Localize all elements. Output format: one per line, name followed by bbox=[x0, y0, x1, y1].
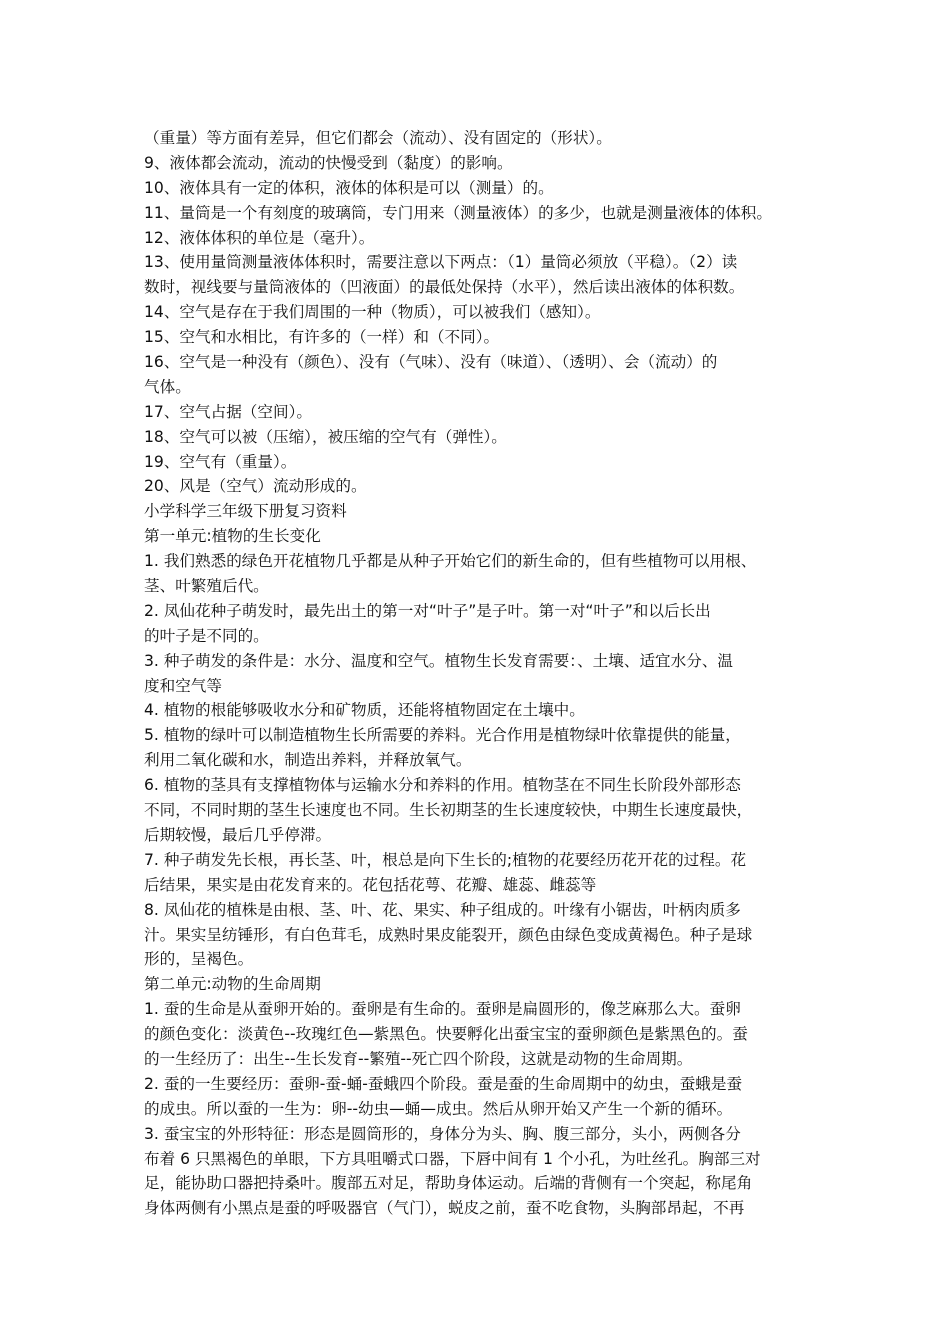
text-line: 的叶子是不同的。 bbox=[144, 626, 269, 645]
text-line: 的颜色变化：淡黄色--玫瑰红色—紫黑色。快要孵化出蚕宝宝的蚕卵颜色是紫黑色的。蚕 bbox=[144, 1025, 748, 1044]
text-line: 后结果，果实是由花发育来的。花包括花萼、花瓣、雄蕊、雌蕊等 bbox=[144, 875, 597, 894]
text-line: 5. 植物的绿叶可以制造植物生长所需要的养料。光合作用是植物绿叶依靠提供的能量， bbox=[144, 726, 741, 745]
text-line: 8. 凤仙花的植株是由根、茎、叶、花、果实、种子组成的。叶缘有小锯齿，叶柄肉质多 bbox=[144, 900, 741, 919]
text-line: 4. 植物的根能够吸收水分和矿物质，还能将植物固定在土壤中。 bbox=[144, 701, 585, 720]
text-line: 15、空气和水相比，有许多的（一样）和（不同）。 bbox=[144, 328, 500, 347]
text-line: 3. 种子萌发的条件是：水分、温度和空气。植物生长发育需要：、土壤、适宜水分、温 bbox=[144, 651, 734, 670]
text-line: 17、空气占据（空间）。 bbox=[144, 402, 312, 421]
text-line: 的成虫。所以蚕的一生为：卵--幼虫—蛹—成虫。然后从卵开始又产生一个新的循环。 bbox=[144, 1099, 733, 1118]
text-line: 数时，视线要与量筒液体的（凹液面）的最低处保持（水平），然后读出液体的体积数。 bbox=[144, 278, 745, 297]
text-line: 度和空气等 bbox=[144, 676, 222, 695]
text-line: 9、液体都会流动，流动的快慢受到（黏度）的影响。 bbox=[144, 153, 513, 172]
text-line: （重量）等方面有差异，但它们都会（流动）、没有固定的（形状）。 bbox=[144, 129, 612, 147]
text-line: 16、空气是一种没有（颜色）、没有（气味）、没有（味道）、（透明）、会（流动）的 bbox=[144, 353, 718, 372]
text-line: 14、空气是存在于我们周围的一种（物质），可以被我们（感知）。 bbox=[144, 303, 601, 322]
text-line: 足，能协助口器把持桑叶。腹部五对足，帮助身体运动。后端的背侧有一个突起，称尾角 bbox=[144, 1174, 753, 1193]
text-line: 13、使用量筒测量液体体积时，需要注意以下两点：（1）量筒必须放（平稳）。（2）读 bbox=[144, 253, 738, 272]
document-page bbox=[144, 126, 812, 1221]
section-title: 小学科学三年级下册复习资料 bbox=[144, 502, 347, 521]
text-line: 7. 种子萌发先长根，再长茎、叶，根总是向下生长的;植物的花要经历花开花的过程。花 bbox=[144, 850, 747, 869]
text-line: 气体。 bbox=[144, 377, 191, 396]
text-line: 2. 凤仙花种子萌发时，最先出土的第一对“叶子”是子叶。第一对“叶子”和以后长出 bbox=[144, 601, 711, 620]
unit-heading: 第二单元:动物的生命周期 bbox=[144, 975, 321, 994]
text-line: 12、液体体积的单位是（毫升）。 bbox=[144, 228, 375, 247]
text-line: 身体两侧有小黑点是蚕的呼吸器官（气门），蜕皮之前，蚕不吃食物，头胸部昂起，不再 bbox=[144, 1199, 745, 1218]
text-line: 3. 蚕宝宝的外形特征：形态是圆筒形的，身体分为头、胸、腹三部分，头小，两侧各分 bbox=[144, 1124, 741, 1143]
text-line: 1. 蚕的生命是从蚕卵开始的。蚕卵是有生命的。蚕卵是扁圆形的，像芝麻那么大。蚕卵 bbox=[144, 1000, 741, 1019]
text-line: 利用二氧化碳和水，制造出养料，并释放氧气。 bbox=[144, 751, 472, 770]
text-line: 1. 我们熟悉的绿色开花植物几乎都是从种子开始它们的新生命的，但有些植物可以用根、 bbox=[144, 552, 757, 571]
text-line: 2. 蚕的一生要经历：蚕卵-蚕-蛹-蚕蛾四个阶段。蚕是蚕的生命周期中的幼虫，蚕蛾是蚕 bbox=[144, 1074, 743, 1093]
text-line: 汁。果实呈纺锤形，有白色茸毛，成熟时果皮能裂开，颜色由绿色变成黄褐色。种子是球 bbox=[144, 925, 753, 944]
text-line: 19、空气有（重量）。 bbox=[144, 452, 297, 471]
text-line: 20、风是（空气）流动形成的。 bbox=[144, 477, 367, 496]
text-line: 不同，不同时期的茎生长速度也不同。生长初期茎的生长速度较快，中期生长速度最快， bbox=[144, 801, 753, 820]
text-line: 的一生经历了：出生--生长发育--繁殖--死亡四个阶段，这就是动物的生命周期。 bbox=[144, 1049, 693, 1068]
text-line: 形的，呈褐色。 bbox=[144, 950, 254, 969]
text-line: 11、量筒是一个有刻度的玻璃筒，专门用来（测量液体）的多少，也就是测量液体的体积。 bbox=[144, 203, 772, 222]
text-line: 10、液体具有一定的体积，液体的体积是可以（测量）的。 bbox=[144, 178, 554, 197]
unit-heading: 第一单元:植物的生长变化 bbox=[144, 527, 321, 546]
text-line: 18、空气可以被（压缩），被压缩的空气有（弹性）。 bbox=[144, 427, 507, 446]
text-line: 茎、叶繁殖后代。 bbox=[144, 577, 269, 596]
text-line: 后期较慢，最后几乎停滞。 bbox=[144, 825, 332, 844]
text-line: 6. 植物的茎具有支撑植物体与运输水分和养料的作用。植物茎在不同生长阶段外部形态 bbox=[144, 776, 741, 795]
text-line: 布着 6 只黑褐色的单眼，下方具咀嚼式口器，下唇中间有 1 个小孔，为吐丝孔。胸部三对 bbox=[144, 1149, 761, 1168]
